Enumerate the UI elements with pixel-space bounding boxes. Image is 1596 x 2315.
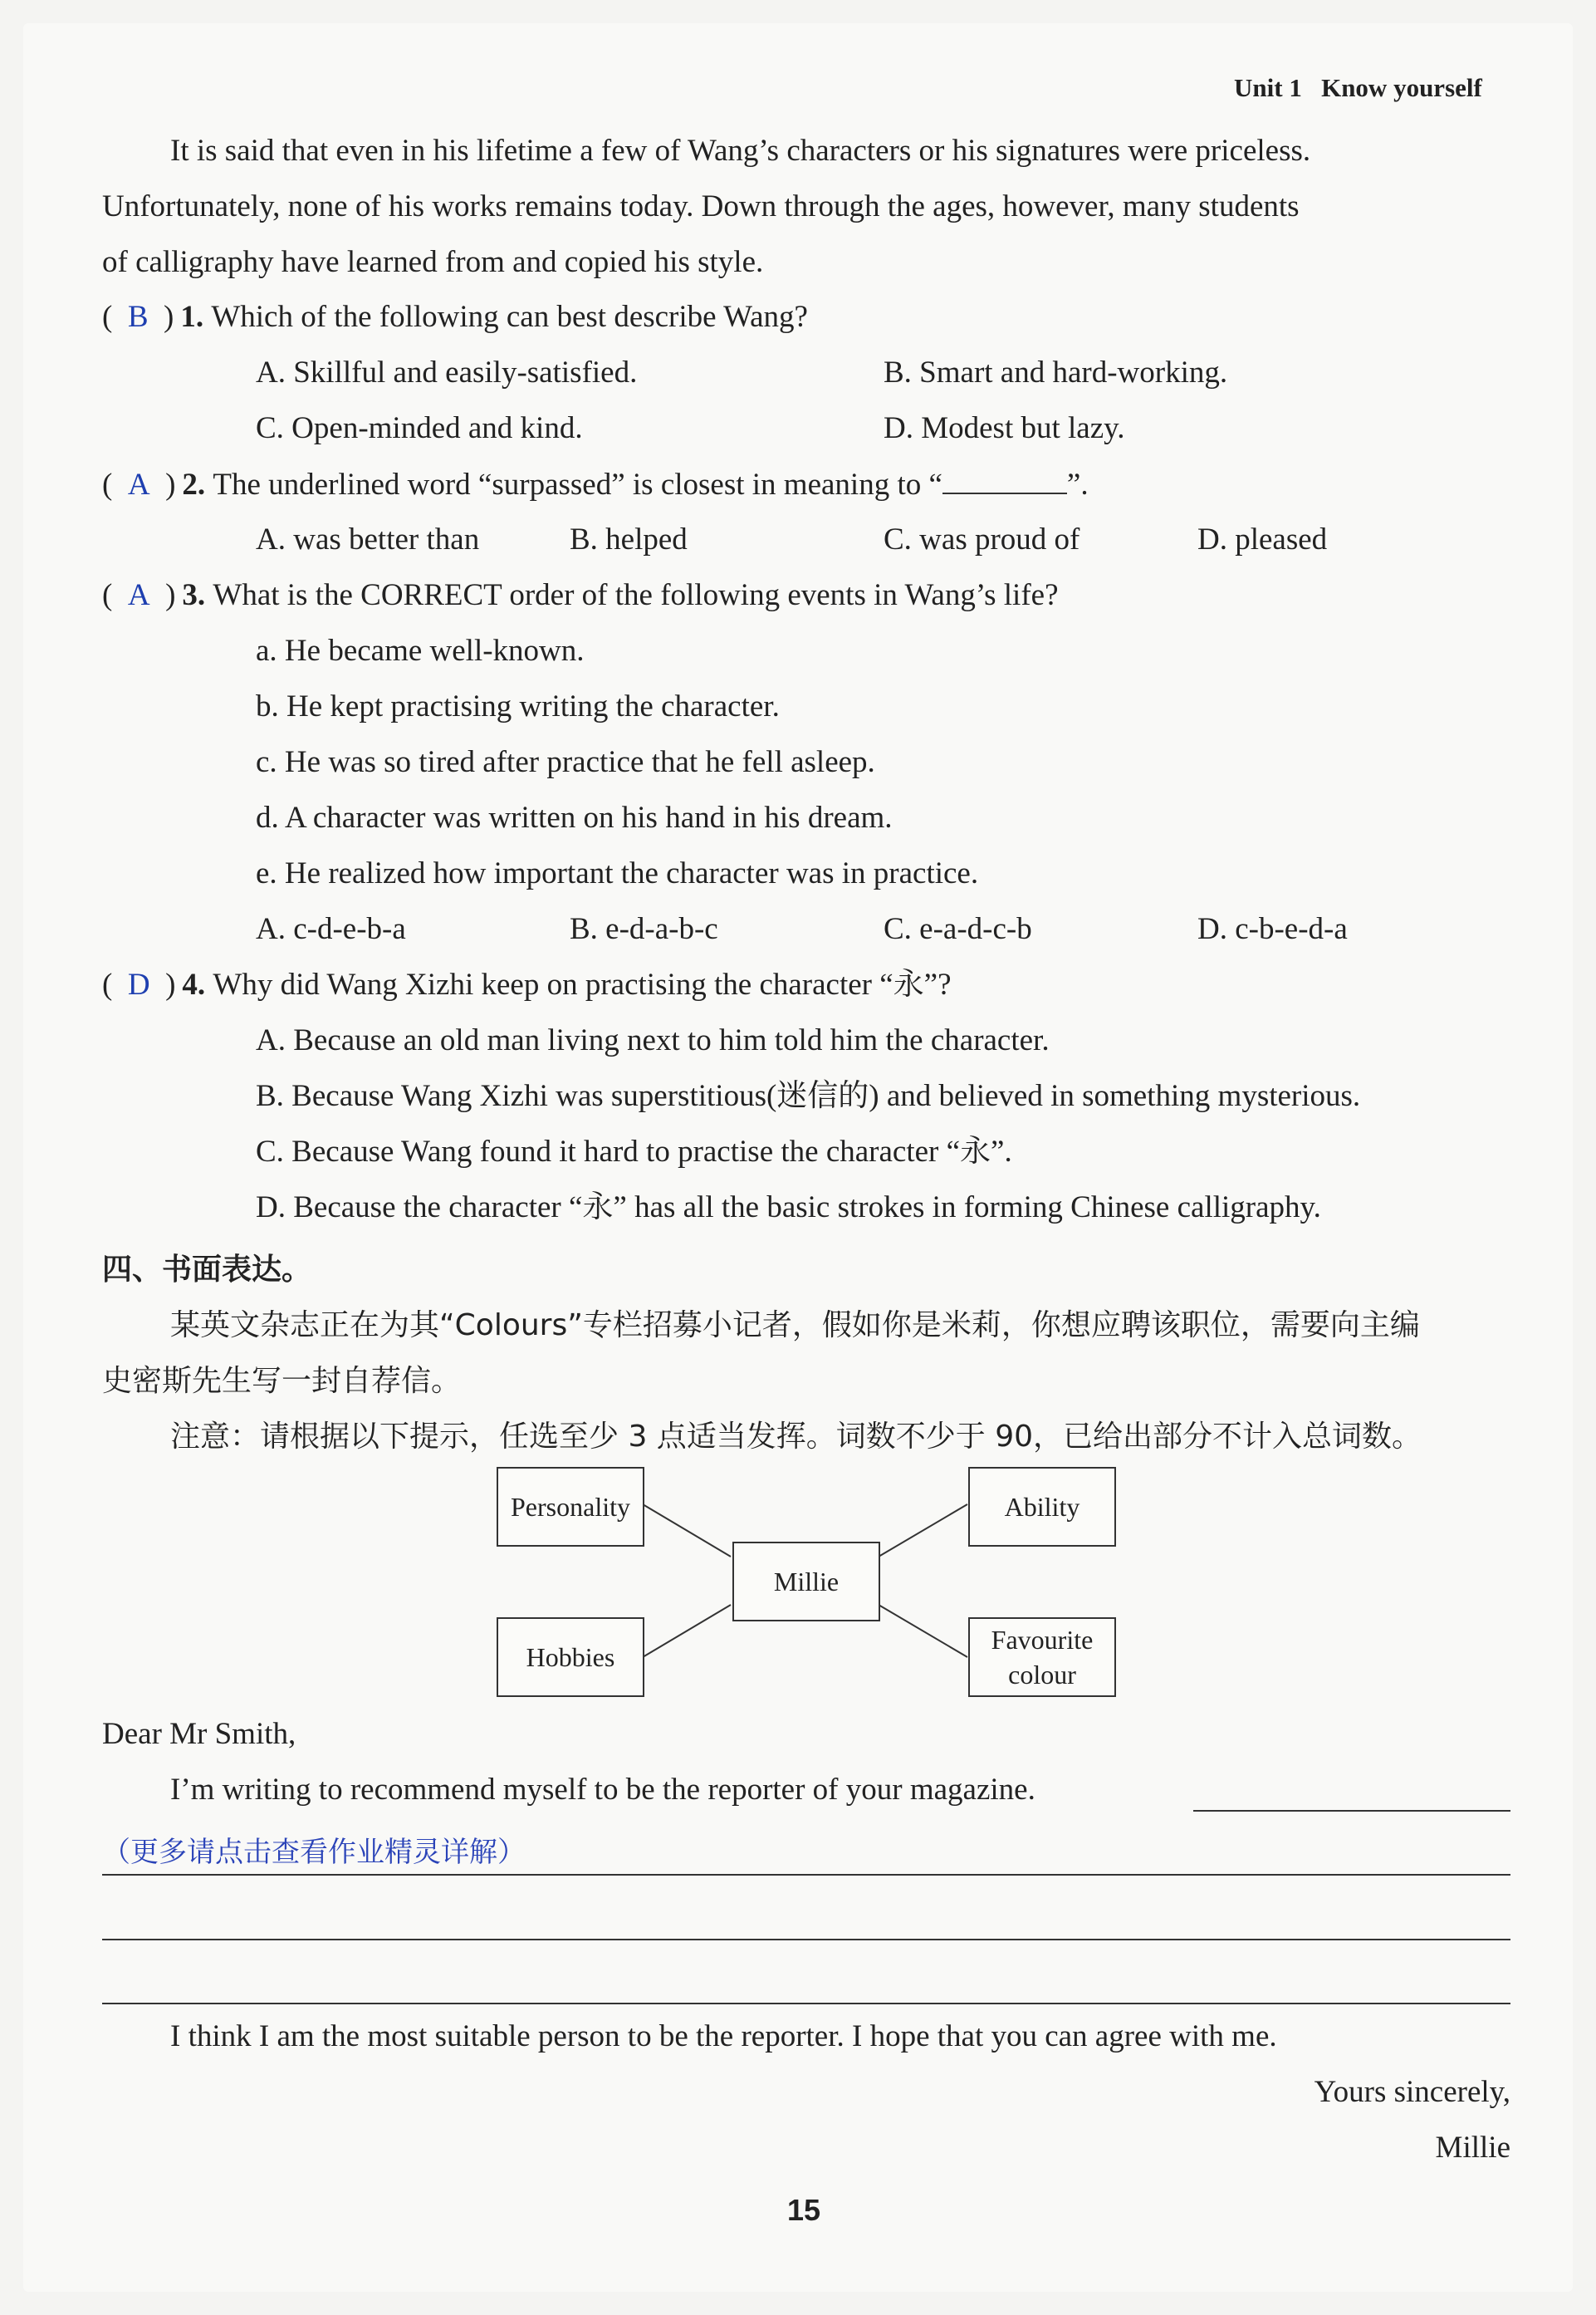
question-number: 3. [182, 578, 206, 612]
q1-option-c: C. Open-minded and kind. [256, 411, 583, 445]
q3-option-c: C. e-a-d-c-b [884, 912, 1032, 946]
question-text: Which of the following can best describe Wang? [211, 300, 808, 334]
box-millie-label: Millie [773, 1567, 840, 1596]
box-hobbies-label: Hobbies [526, 1642, 615, 1672]
box-millie [732, 1542, 880, 1621]
q3-event-d: d. A character was written on his hand in his dream. [256, 801, 893, 835]
writing-line [102, 1874, 1510, 1876]
q1-option-d: D. Modest but lazy. [884, 411, 1125, 445]
letter-closing: I think I am the most suitable person to be the reporter. I hope that you can agree with me. [170, 2019, 1277, 2053]
paren-open: ( [102, 578, 113, 612]
q2-option-a: A. was better than [256, 522, 480, 557]
paren-close: ) [165, 468, 176, 502]
question-number: 1. [180, 300, 204, 334]
question-text: The underlined word “surpassed” is closest in meaning to “ [213, 468, 942, 502]
q3-event-b: b. He kept practising writing the character. [256, 689, 780, 723]
question-text: What is the CORRECT order of the following events in Wang’s life? [213, 578, 1059, 612]
passage-line-1: It is said that even in his lifetime a few of Wang’s characters or his signatures were priceless. [170, 134, 1311, 168]
q3-event-a: a. He became well-known. [256, 634, 585, 668]
q3-option-b: B. e-d-a-b-c [570, 912, 718, 946]
question-text: Why did Wang Xizhi keep on practising the character “永”? [213, 968, 952, 1002]
connector-hobbies [643, 1605, 731, 1657]
paren-open: ( [102, 968, 113, 1002]
q4-option-c: C. Because Wang found it hard to practise the character “永”. [256, 1135, 1012, 1169]
unit-title: Know yourself [1321, 73, 1482, 102]
question-number: 2. [182, 468, 206, 502]
answer-4: D [127, 968, 150, 1002]
letter-greeting: Dear Mr Smith, [102, 1717, 296, 1751]
question-text-end: ”. [1066, 468, 1089, 502]
box-ability-label: Ability [1004, 1492, 1080, 1522]
box-personality [497, 1467, 644, 1547]
paren-open: ( [102, 300, 113, 334]
answer-2: A [127, 468, 150, 502]
paren-close: ) [164, 300, 174, 334]
more-details-link[interactable]: （更多请点击查看作业精灵详解） [102, 1836, 526, 1869]
box-favourite-label-2: colour [1008, 1660, 1076, 1690]
writing-prompt-line-1: 某英文杂志正在为其“Colours”专栏招募小记者，假如你是米莉，你想应聘该职位，需要向主编 [170, 1308, 1420, 1342]
answer-1: B [127, 300, 149, 334]
q2-option-b: B. helped [570, 522, 688, 557]
connector-ability [879, 1504, 967, 1557]
letter-signoff: Yours sincerely, [1314, 2075, 1510, 2109]
q3-option-d: D. c-b-e-d-a [1197, 912, 1348, 946]
q4-option-d: D. Because the character “永” has all the basic strokes in forming Chinese calligraphy. [256, 1190, 1321, 1224]
writing-line [102, 1939, 1510, 1940]
connector-personality [643, 1504, 731, 1557]
q2-option-d: D. pleased [1197, 522, 1328, 557]
q4-option-b: B. Because Wang Xizhi was superstitious(迷信的) and believed in something mysterious. [256, 1079, 1361, 1113]
question-number: 4. [182, 968, 206, 1002]
q3-event-c: c. He was so tired after practice that he fell asleep. [256, 745, 875, 779]
box-ability [968, 1467, 1116, 1547]
box-favourite-label-1: Favourite [991, 1625, 1094, 1655]
answer-3: A [127, 578, 150, 612]
q3-event-e: e. He realized how important the character was in practice. [256, 856, 979, 890]
letter-opening: I’m writing to recommend myself to be the reporter of your magazine. [170, 1773, 1035, 1807]
writing-note: 注意：请根据以下提示，任选至少 3 点适当发挥。词数不少于 90，已给出部分不计入总词数。 [170, 1420, 1422, 1454]
page-number: 15 [787, 2193, 821, 2227]
writing-line [1193, 1810, 1510, 1812]
passage-line-3: of calligraphy have learned from and copied his style. [102, 245, 764, 279]
paren-open: ( [102, 468, 113, 502]
paren-close: ) [165, 578, 176, 612]
section-title: 四、书面表达。 [102, 1253, 312, 1287]
q1-option-a: A. Skillful and easily-satisfied. [256, 356, 638, 390]
box-personality-label: Personality [511, 1492, 630, 1522]
box-favourite-colour [968, 1617, 1116, 1697]
passage-line-2: Unfortunately, none of his works remains today. Down through the ages, however, many students [102, 189, 1300, 223]
q4-option-a: A. Because an old man living next to him told him the character. [256, 1023, 1050, 1057]
paren-close: ) [165, 968, 176, 1002]
letter-signature: Millie [1435, 2131, 1510, 2165]
q3-option-a: A. c-d-e-b-a [256, 912, 406, 946]
writing-line [102, 2003, 1510, 2004]
q1-option-b: B. Smart and hard-working. [884, 356, 1228, 390]
unit-label: Unit 1 [1234, 73, 1302, 102]
box-hobbies [497, 1617, 644, 1697]
writing-prompt-line-2: 史密斯先生写一封自荐信。 [102, 1364, 462, 1398]
connector-favourite [879, 1605, 967, 1657]
q2-option-c: C. was proud of [884, 522, 1080, 557]
